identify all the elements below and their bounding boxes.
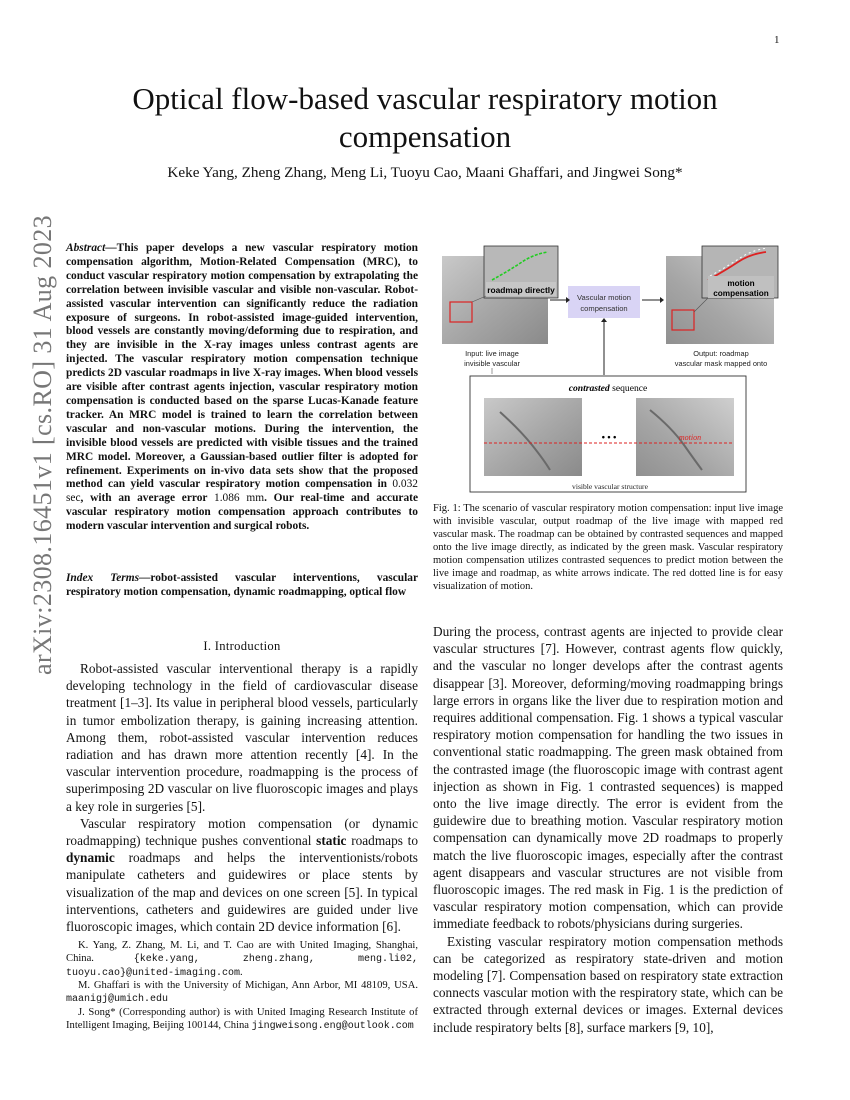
output-caption-2: vascular mask mapped onto [674,359,768,368]
footnote-3-email[interactable]: jingweisong.eng@outlook.com [251,1020,414,1032]
intro-paragraph-1: Robot-assisted vascular interventional therapy is a rapidly developing technology in the field of cardiovascular disease treatment [1–3]. Its value in peripheral blood vessels, particularly in tumor embolization therapy, is gaining increasing attention. Among them, robot-assisted vascular intervention reduces radiation and has drawn more attention recently [4]. In the vascular intervention procedure, roadmapping is the process of superimposing 2D vascular on live fluoroscopic images and plays a key role in surgeries [5]. [66,661,418,814]
intro-p2-text-c: roadmaps and helps the interventionists/robots manipulate catheters and guidewires or place stents by visualization of the map and devices on one screen [5]. In typical interventions, catheters and guidewires are guided under live fluoroscopic images, which contain 2D device information [6]. [66,850,418,935]
vascular-motion-label-2: compensation [580,304,628,313]
index-terms-label: Index Terms [66,572,140,584]
paper-title: Optical flow-based vascular respiratory motion compensation [132,81,718,154]
contrasted-sequence-title [569,383,648,394]
footnote-2-text: M. Ghaffari is with the University of Michigan, Ann Arbor, MI 48109, USA. [78,980,418,992]
abstract-text-3: . Our real-time and accurate vascular respiratory motion compensation approach contributes to modern vascular intervention and surgical robots. [66,492,419,533]
right-paragraph-2: Existing vascular respiratory motion compensation methods can be categorized as respiratory state-driven and motion modeling [7]. Compensation based on respiratory state extraction connects vascular motion with the respiratory state, which can be extracted through external devices or images. External devices include respiratory belts [8], surface markers [9, 10], [433,933,783,1035]
motion-comp-label-1: motion [727,279,755,288]
roadmap-directly-label: roadmap directly [487,285,555,295]
right-paragraph-1: During the process, contrast agents are injected to provide clear vascular structures [7]. However, contrast agents flow quickly, and the vascular no longer develops after the contrast agents disappear [3]. Moreover, deforming/moving roadmapping brings large errors in organs like the liver due to respiration motion and requires additional compensation. Fig. 1 shows a typical vascular respiratory motion compensation for handling the two issues in conventional static roadmapping. The green mask obtained from the contrasted image (the fluoroscopic image with contrast agent injection as shown in Fig. 1 contrasted sequences) is mapped onto the live image directly. The error is evident from the guidewire due to breathing motion. Vascular respiratory motion compensation can dynamically move 2D roadmaps to properly match the live fluoroscopic images, especially after the contrast agent disappears and vascular structures are not visible from fluoroscopic images. The red mask in Fig. 1 is the prediction of vascular respiratory motion compensation, which can provide immediate feedback to robots/physicians during surgeries. [433,624,783,932]
footnote-3 [66,1007,418,1034]
footnote-1-text: K. Yang, Z. Zhang, M. Li, and T. Cao are with United Imaging, Shanghai, China. [66,940,418,964]
arrow-up-center-head [601,318,607,322]
author-list: Keke Yang, Zheng Zhang, Meng Li, Tuoyu Cao, Maani Ghaffari, and Jingwei Song* [167,164,683,181]
footnote-1: K. Yang, Z. Zhang, M. Li, and T. Cao are with United Imaging, Shanghai, China. {keke.yang, zheng.zhang, meng.li02, tuoyu.cao}@united-imaging.com. [66,940,418,979]
arrow-out-head [660,297,664,303]
input-caption-2: invisible vascular [464,359,520,368]
abstract-error-value: 1.086 mm [214,492,265,505]
sequence-dots: • • • [601,432,617,442]
intro-p2-static: static [316,833,347,849]
abstract-text-1: —This paper develops a new vascular respiratory motion compensation algorithm, Motion-Related Compensation (MRC), to conduct vascular respiratory motion compensation by extrapolating the correlation between invisible vascular and visible non-vascular. Robot-assisted vascular intervention can significantly reduce the radiation exposure of surgeons. In robot-assisted image-guided intervention, blood vessels are constantly moving/deforming due to respiration, and they are invisible in the X-ray images unless contrast agents are injected. The vascular respiratory motion compensation technique predicts 2D vascular roadmaps in live X-ray images. When blood vessels are visible after contrast agents injection, vascular respiratory motion compensation is conducted based on the sparse Lucas-Kanade feature tracker. An MRC model is trained to learn the correlation between vascular and non-vascular motions. During the intervention, the invisible blood vessels are predicted with visible tissues and the trained MRC model. Moreover, a Gaussian-based outlier filter is adopted for refinement. Experiments on in-vivo data sets show that the proposed method can yield vascular respiratory motion compensation in [66,242,418,491]
arxiv-identifier[interactable]: arXiv:2308.16451v1 [cs.RO] 31 Aug 2023 [28,214,57,675]
abstract-time-value: 0.032 sec [66,478,418,505]
intro-paragraph-2 [66,815,418,935]
abstract-text-2: , with an average error [80,492,214,505]
index-terms-text: —robot-assisted vascular interventions, vascular respiratory motion compensation, dynamic roadmapping, optical flow [66,572,419,598]
vascular-motion-box [568,286,640,318]
intro-p2-text-b: roadmaps to [346,833,418,849]
contrasted-rest: sequence [609,383,648,394]
page-number: 1 [774,34,780,46]
figure-1-caption: Fig. 1: The scenario of vascular respiratory motion compensation: input live image with invisible vascular, output roadmap of the live image with mapped red vascular mask. The roadmap can be obtained by contrasted sequences and mapped onto the live image directly, as indicated by the green mask. Vascular respiratory motion compensation utilizes contrasted sequences to predict motion between the live image and roadmap, as white arrows indicate. The red dotted line is for easy visualization of motion. [433,503,783,592]
visible-structure-label: visible vascular structure [572,482,648,491]
output-caption-1: Output: roadmap [693,349,749,358]
section-heading-introduction: I. Introduction [203,639,281,653]
vascular-motion-label-1: Vascular motion [577,293,631,302]
figure-1-graphic [440,240,780,496]
contrasted-bold: contrasted [568,383,610,394]
footnote-3-text: J. Song* (Corresponding author) is with United Imaging Research Institute of Intelligent Imaging, Beijing 100144, China [66,1006,418,1031]
right-column-body [433,623,783,1036]
abstract [66,242,418,534]
figure-1 [440,240,780,496]
footnotes [66,940,418,1034]
intro-p2-dynamic: dynamic [66,850,115,866]
input-caption-1: Input: live image [465,349,519,358]
introduction-body [66,660,418,935]
motion-comp-label-2: compensation [713,289,769,298]
abstract-label: Abstract [66,242,106,254]
contrasted-image-1 [484,398,582,476]
footnote-2 [66,980,418,1007]
motion-label: motion [678,433,702,442]
footnote-1-email[interactable]: {keke.yang, zheng.zhang, meng.li02, tuoyu.cao}@united-imaging.com [66,953,418,979]
footnote-2-email[interactable]: maanigj@umich.edu [66,994,169,1006]
intro-p2-text-a: Vascular respiratory motion compensation (or dynamic roadmapping) technique pushes conventional [66,815,418,849]
index-terms [66,572,418,600]
